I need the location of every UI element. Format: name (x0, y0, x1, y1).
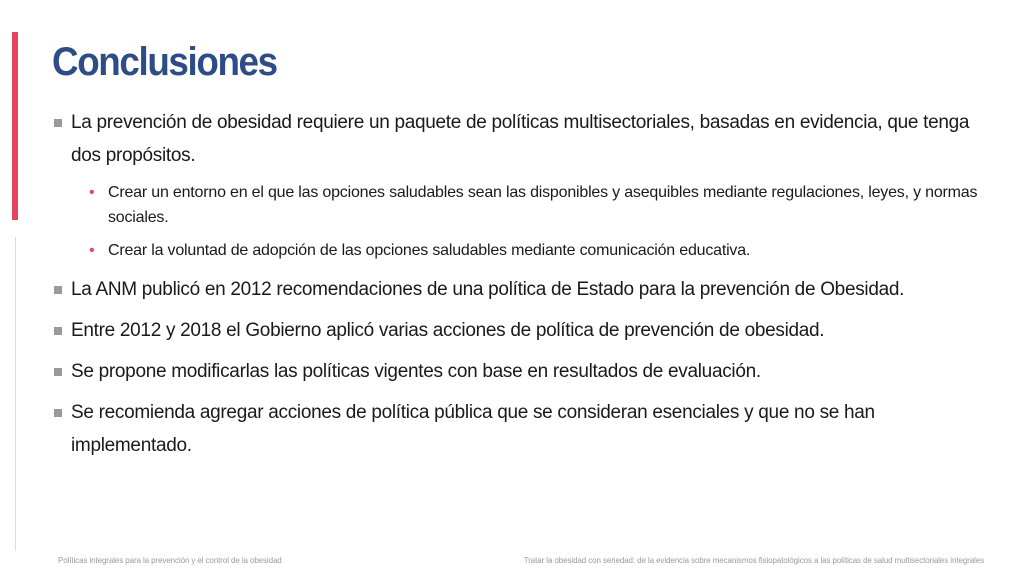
bullet-item (50, 273, 980, 306)
dot-bullet-icon: • (89, 184, 95, 201)
bullet-text: Se propone modificarlas las políticas vigentes con base en resultados de evaluación. (71, 361, 761, 382)
bullet-item (50, 106, 980, 172)
slide-title: Conclusiones (52, 40, 277, 84)
sub-bullet-text: Crear la voluntad de adopción de las opciones saludables mediante comunicación educativa. (108, 242, 751, 259)
bullet-list (50, 106, 980, 470)
square-bullet-icon (54, 119, 62, 127)
dot-bullet-icon: • (89, 242, 95, 259)
bullet-item (50, 355, 980, 388)
footer-left-text: Políticas integrales para la prevención y el control de la obesidad (58, 556, 282, 565)
bullet-text: La ANM publicó en 2012 recomendaciones de una política de Estado para la prevención de Obesidad. (71, 279, 905, 300)
square-bullet-icon (54, 409, 62, 417)
bullet-text: Entre 2012 y 2018 el Gobierno aplicó varias acciones de política de prevención de obesidad. (71, 320, 825, 341)
sub-bullet-item (50, 180, 980, 230)
square-bullet-icon (54, 327, 62, 335)
bullet-text: Se recomienda agregar acciones de política pública que se consideran esenciales y que no se han implementado. (71, 402, 875, 456)
bullet-item (50, 314, 980, 347)
sub-bullet-list (50, 180, 980, 263)
accent-bar (12, 32, 18, 220)
accent-divider-line (15, 237, 16, 551)
square-bullet-icon (54, 286, 62, 294)
bullet-item (50, 396, 980, 462)
sub-bullet-text: Crear un entorno en el que las opciones saludables sean las disponibles y asequibles mediante regulaciones, leyes, y normas sociales. (108, 184, 978, 226)
sub-bullet-item (50, 238, 980, 263)
square-bullet-icon (54, 368, 62, 376)
bullet-text: La prevención de obesidad requiere un paquete de políticas multisectoriales, basadas en evidencia, que tenga dos propósitos. (71, 112, 970, 166)
footer-right-text: Tratar la obesidad con seriedad: de la evidencia sobre mecanismos fisiopatológicos a las políticas de salud multisectoriales integrales (523, 556, 984, 565)
